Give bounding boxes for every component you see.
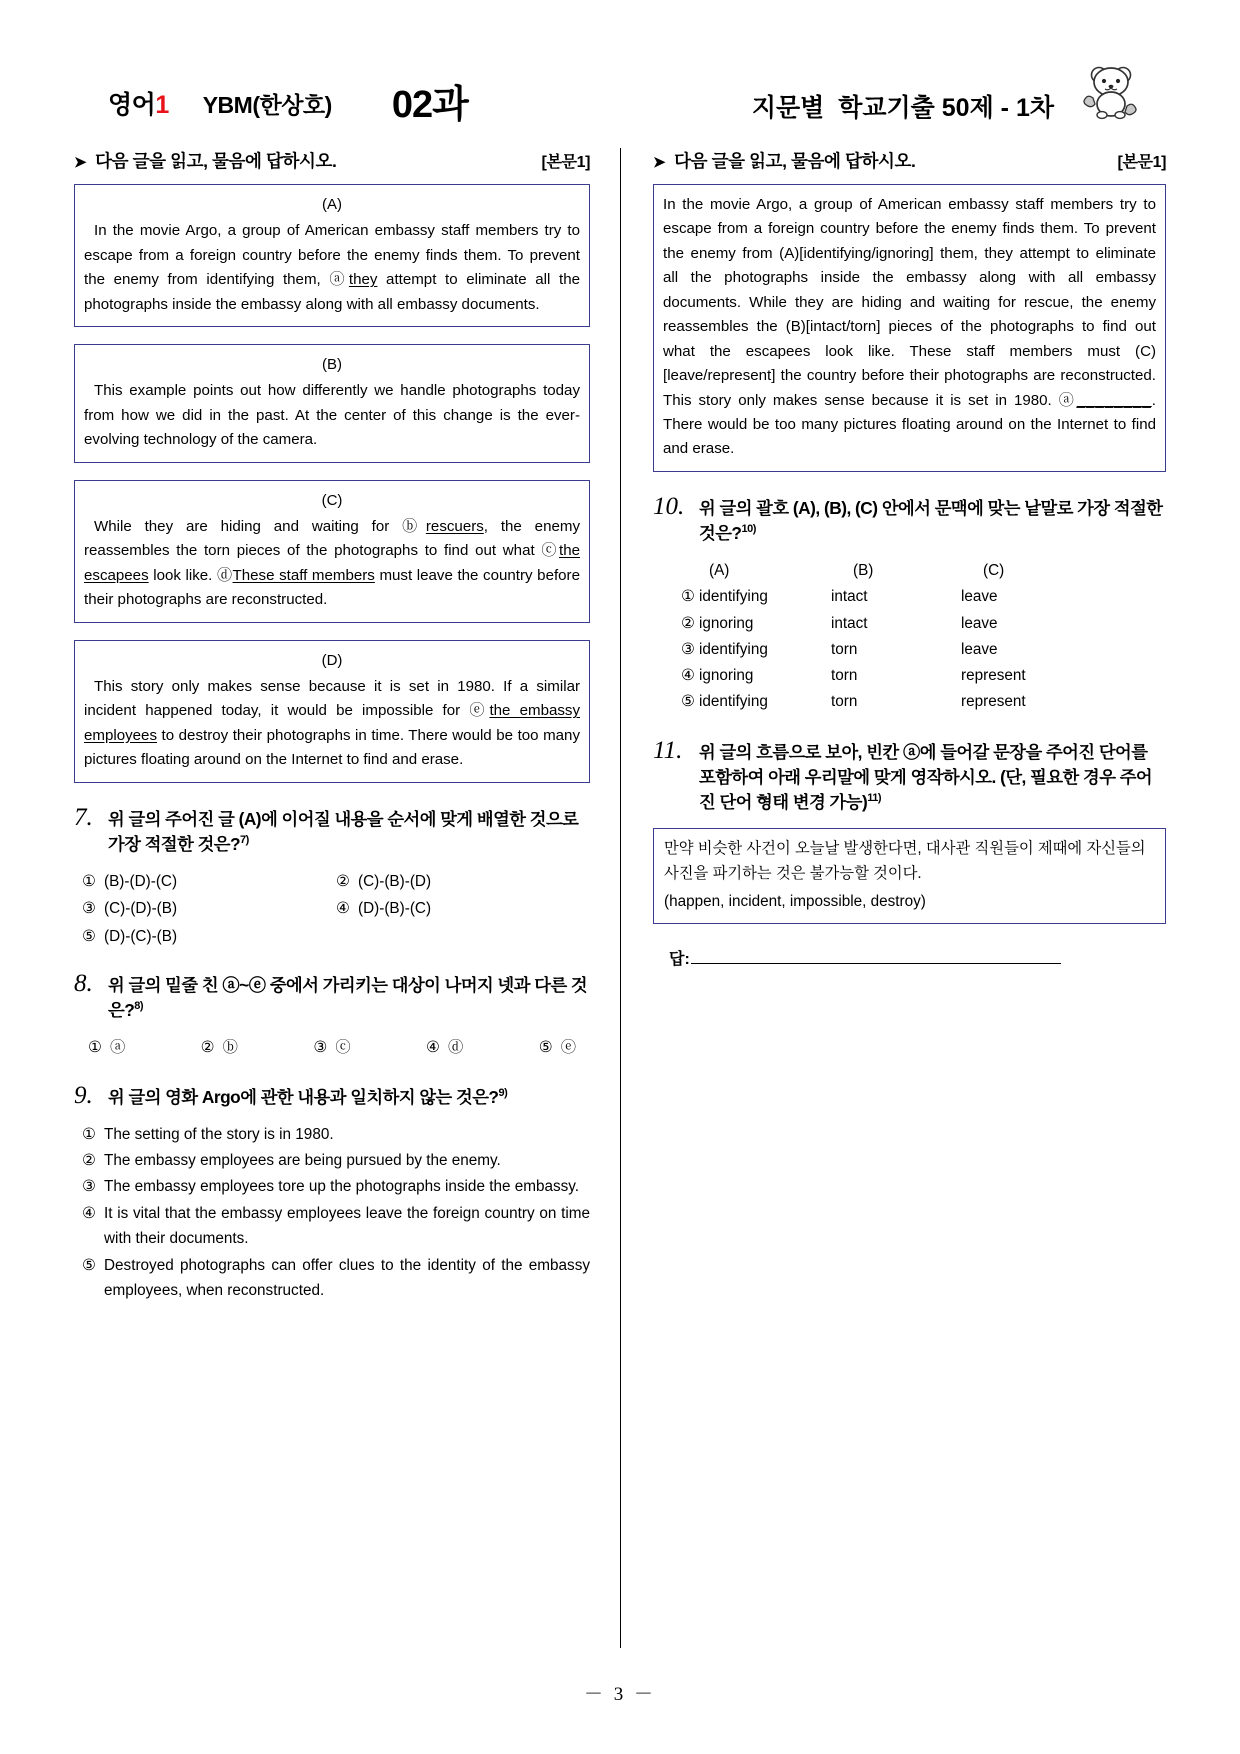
row-5-b: torn [831,693,858,711]
option-4[interactable] [82,1201,590,1252]
korean-prompt-box [653,828,1166,924]
passage-label-d: (D) [321,651,343,669]
cell-a: identifying [698,588,768,606]
cell-a: ignoring [698,614,754,632]
passage-label-a: (A) [322,196,342,213]
row-5-c: represent [961,693,1026,711]
option-number: ③ [681,640,695,658]
passage-box-c [74,480,590,623]
q10-footnote: 10) [741,523,756,536]
question-8-prompt [108,971,590,1023]
left-directive [74,148,590,173]
q8-prompt-en: ⓐ~ⓔ [222,975,266,996]
question-10-prompt [699,494,1166,546]
option-4[interactable] [426,1035,463,1060]
passage-box-b [74,344,590,463]
row-2-a [681,611,831,637]
q8-prompt-before: 위 글의 밑줄 친 [108,975,223,996]
marker-a: ⓐ [329,271,349,289]
option-4[interactable] [336,896,590,921]
header-right-group [752,62,1142,124]
question-11-number: 11. [653,736,683,764]
q7-prompt-en: (A) [238,808,262,829]
option-5[interactable] [82,1253,590,1304]
grid-row-1[interactable] [653,584,1166,610]
option-number: ② [336,872,350,890]
passage-c-part1: While they are hiding and waiting for [94,517,403,535]
q11-prompt-text: 위 글의 흐름으로 보아, 빈칸 ⓐ에 들어갈 문장을 주어진 단어를 포함하여 아래 우리말에 맞게 영작하시오. (단, 필요한 경우 주어진 단어 형태 변경 가능) [699,741,1153,812]
question-10 [653,494,1166,716]
hint-words: (happen, incident, impossible, destroy) [664,892,926,910]
directive-source: [본문1] [541,154,590,171]
grid-col-c: (C) [983,561,1005,579]
right-column [620,148,1180,1648]
grid-col-b: (B) [853,561,874,579]
passage-box-combined [653,184,1166,472]
underline-c: the escapees [84,542,580,584]
passage-text-b: This example points out how differently we handle photographs today from how we did in the past. At the center of this change is the ever-evolving technology of the camera. [84,382,580,449]
question-11-head [653,738,1166,815]
question-9-prompt [108,1083,507,1110]
option-5[interactable] [539,1035,576,1060]
grid-row-4[interactable] [653,663,1166,689]
row-3-c: leave [961,640,998,658]
passage-text-combined [663,193,1156,462]
question-9-number: 9. [74,1081,93,1109]
question-10-option-grid [653,558,1166,716]
passage-c-part2: , the enemy reassembles the torn pieces of the photographs to find out what [84,517,580,560]
option-2[interactable] [82,1148,590,1173]
option-3[interactable] [313,1035,350,1060]
exam-title: 지문별 학교기출 50제 - 1차 [751,94,1054,122]
question-8 [74,971,590,1061]
row-3-a [681,637,831,663]
grid-row-3[interactable] [653,637,1166,663]
option-1[interactable] [82,869,336,894]
two-column-body [60,148,1180,1648]
option-label: (D)-(C)-(B) [104,927,178,945]
cell-a: ignoring [698,667,754,685]
option-number: ① [82,1125,96,1143]
option-3[interactable] [82,896,336,921]
option-label: The embassy employees tore up the photographs inside the embassy. [104,1178,580,1196]
underline-a: they [348,271,378,289]
option-label: The embassy employees are being pursued by the enemy. [104,1152,501,1170]
lesson-number: 02과 [391,84,468,126]
question-11 [653,738,1166,970]
row-4-a [681,663,831,689]
passage-a-part1: In the movie Argo, a group of American embassy staff members try to escape from a foreign country before the enemy finds them. To prevent the enemy from identifying them, [84,222,580,289]
row-4-b: torn [831,667,858,685]
passage-d-part2: to destroy their photographs in time. There would be too many pictures floating around on the Internet to find and erase. [84,726,580,769]
question-9-options [74,1122,590,1304]
combined-part1: In the movie Argo, a group of American embassy staff members try to escape from a foreign country before the enemy finds them. To prevent the enemy from (A)[identifying/ignoring] them, they attempt to eliminate all the photographs inside the embassy along with all embassy documents. While they are hiding and waiting for rescue, the enemy reassembles the (B)[intact/torn] pieces of the photographs to find out what the escapees look like. These staff members must (C)[leave/represent] the country before their photographs are reconstructed. This story only makes sense because it is set in 1980. [663,196,1156,409]
subject-name: 영어 [108,91,156,119]
option-number: ② [681,614,695,632]
question-8-number: 8. [74,970,93,998]
header-left-group [108,69,468,124]
subject-level: 1 [155,91,169,119]
option-label: (C)-(B)-(D) [358,872,432,890]
question-10-number: 10. [653,492,685,520]
option-label: ⓑ [222,1039,238,1057]
option-number: ② [200,1039,215,1057]
directive-source: [본문1] [1117,154,1166,171]
option-number: ④ [426,1039,440,1057]
cell-a: identifying [698,693,768,711]
question-9-head [74,1083,590,1110]
grid-row-2[interactable] [653,611,1166,637]
grid-row-5[interactable] [653,689,1166,715]
q8-prompt-after: 중에서 가리키는 대상이 나머지 넷과 다른 것은? [108,975,588,1021]
option-label: ⓐ [110,1039,126,1057]
question-11-prompt [699,738,1166,815]
question-7-options [74,869,590,949]
grid-col-a: (A) [709,561,730,579]
option-3[interactable] [82,1174,590,1199]
left-column [60,148,620,1648]
q7-prompt-after: 에 이어질 내용을 순서에 맞게 배열한 것으로 가장 적절한 것은? [108,808,579,854]
option-number: ① [88,1039,102,1057]
row-2-b: intact [831,614,868,632]
underline-e: the embassy employees [84,702,580,744]
option-number: ② [82,1152,96,1170]
row-1-c: leave [961,588,998,606]
option-number: ④ [336,900,350,918]
option-2[interactable] [201,1035,238,1060]
passage-c-part4: must leave the country before their photographs are reconstructed. [84,566,580,609]
passage-text-d [84,675,580,773]
combined-part2: . There would be too many pictures floating around on the Internet to find and erase. [663,391,1156,458]
directive-text: 다음 글을 읽고, 물음에 답하시오. [95,151,337,171]
question-10-head [653,494,1166,546]
question-7-head [74,805,590,857]
q10-prompt-text: 위 글의 괄호 (A), (B), (C) 안에서 문맥에 맞는 낱말로 가장 적절한 것은? [699,497,1163,543]
passage-a-part2: attempt to eliminate all the photographs inside the embassy along with all embassy documents. [84,271,580,313]
q9-footnote: 9) [498,1086,508,1099]
row-2-c: leave [961,614,998,632]
option-1[interactable] [82,1122,590,1147]
page-header [60,52,1180,124]
marker-e: ⓔ [469,702,490,720]
option-number: ⑤ [681,693,695,711]
marker-d: ⓓ [217,566,233,584]
question-7-prompt [108,805,590,857]
passage-text-a [84,219,580,317]
blank-marker-a: ⓐ [1058,391,1077,409]
option-label: Destroyed photographs can offer clues to the identity of the embassy employees, when reconstructed. [104,1256,590,1300]
option-number: ⑤ [82,1256,96,1274]
subject-title [108,85,169,121]
option-label: ⓓ [448,1039,464,1057]
marker-b: ⓑ [402,517,426,535]
option-label: It is vital that the embassy employees leave the foreign country on time with their documents. [104,1204,590,1248]
option-label: ⓒ [335,1039,351,1057]
question-9 [74,1083,590,1304]
passage-c-part3: look like. [148,566,217,584]
question-7-number: 7. [74,803,93,831]
row-1-a [681,584,831,610]
option-label: The setting of the story is in 1980. [104,1125,334,1143]
question-7 [74,805,590,949]
question-8-head [74,971,590,1023]
q7-footnote: 7) [240,834,249,847]
row-5-a [681,689,831,715]
answer-write-rule[interactable] [691,949,1061,964]
q9-prompt-before: 위 글의 영화 [108,1086,202,1107]
option-label: (B)-(D)-(C) [104,872,178,890]
option-label: (D)-(B)-(C) [358,900,432,918]
passage-box-d [74,640,590,783]
row-1-b: intact [831,588,868,606]
option-number: ④ [681,667,695,685]
option-2[interactable] [336,869,590,894]
bear-mascot-icon [1080,58,1142,120]
page-number: － 3 － [583,1684,656,1705]
marker-c: ⓒ [541,542,559,560]
passage-label-c: (C) [321,491,343,509]
cell-a: identifying [698,640,768,658]
passage-text-c [84,515,580,613]
q11-footnote: 11) [867,792,882,805]
q7-prompt-before: 위 글의 주어진 글 [108,808,239,829]
korean-sentence: 만약 비슷한 사건이 오늘날 발생한다면, 대사관 직원들이 제때에 자신들의 사진을 파기하는 것은 불가능할 것이다. [664,839,1146,882]
directive-text: 다음 글을 읽고, 물음에 답하시오. [674,151,916,171]
passage-label-b: (B) [322,356,342,374]
q9-prompt-en: Argo [201,1086,241,1107]
answer-label: 답: [669,951,690,969]
passage-d-part1: This story only makes sense because it is set in 1980. If a similar incident happened today, it would be impossible for [84,678,580,720]
option-number: ① [681,588,695,606]
underline-d: These staff members [232,566,375,584]
q8-footnote: 8) [134,1000,144,1013]
option-number: ③ [82,1178,96,1196]
option-label: (C)-(D)-(B) [104,900,178,918]
underline-b: rescuers [425,517,484,535]
passage-box-a [74,184,590,327]
option-1[interactable] [88,1035,125,1060]
grid-header-row [653,558,1166,584]
row-3-b: torn [831,640,858,658]
q9-prompt-after: 에 관한 내용과 일치하지 않는 것은? [240,1086,499,1107]
row-4-c: represent [961,667,1026,685]
question-8-options [74,1035,590,1060]
option-number: ⑤ [82,927,96,945]
option-5[interactable] [82,924,336,949]
blank-rule: ________ [1076,391,1152,409]
option-number: ④ [82,1204,96,1222]
option-label: ⓔ [560,1039,576,1057]
option-number: ③ [313,1039,328,1057]
arrow-icon: ➤ [653,154,666,171]
publisher-name: YBM(한상호) [202,92,332,118]
option-number: ③ [82,900,96,918]
answer-entry-line[interactable] [653,946,1166,969]
right-directive [653,148,1166,173]
arrow-icon: ➤ [74,154,87,171]
option-number: ① [82,872,96,890]
option-number: ⑤ [538,1039,553,1057]
